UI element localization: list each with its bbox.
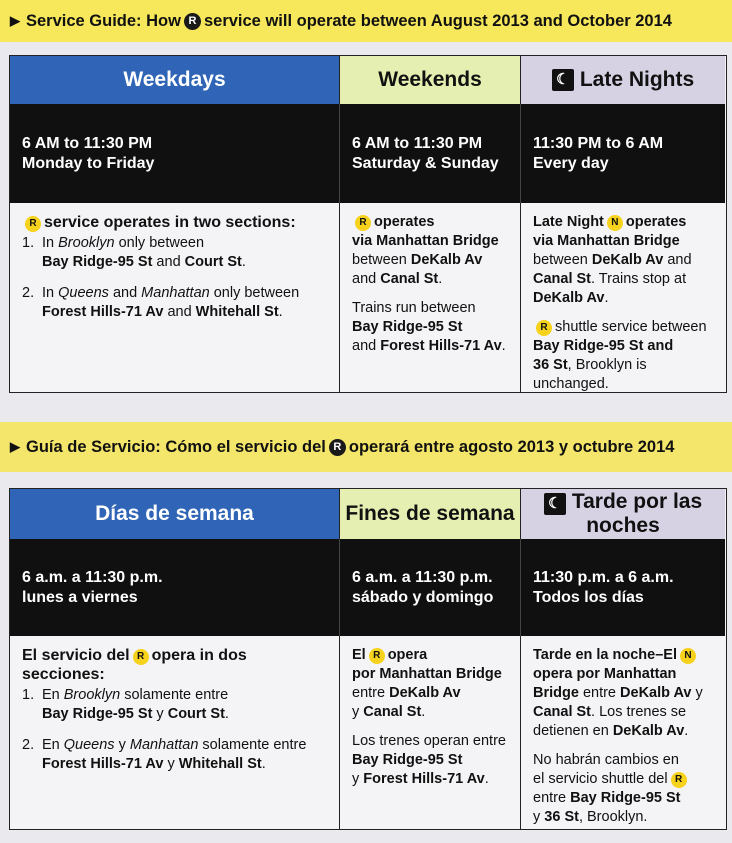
route-r-bullet-icon: R <box>329 439 346 456</box>
tarde-header: ☾ Tarde por las noches <box>521 489 725 539</box>
late-nights-time <box>521 104 725 203</box>
route-r-bullet-icon: R <box>355 215 371 231</box>
weekends-trains-text: Trains run between Bay Ridge-95 St and Forest Hills-71 Av. <box>352 300 506 354</box>
banner-es-text-post: operará entre agosto 2013 y octubre 2014 <box>348 437 675 456</box>
banner-es-text-pre: Guía de Servicio: Cómo el servicio del <box>26 437 326 456</box>
weekends-trains-text: Los trenes operan entre Bay Ridge-95 St y Forest Hills-71 Av. <box>352 733 506 787</box>
header-row <box>10 56 726 104</box>
guia-de-servicio-banner <box>0 422 732 472</box>
late-route-text: Tarde en la noche–El N opera por Manhattan Bridge entre DeKalb Av y Canal St. Los trenes se detienen en DeKalb Av. <box>533 647 703 739</box>
late-route-text: Late Night N operates via Manhattan Bridge between DeKalb Av and Canal St. Trains stop at DeKalb Av. <box>533 214 692 306</box>
route-r-bullet-icon: R <box>184 13 201 30</box>
weekends-route-text: El R opera por Manhattan Bridge entre DeKalb Av y Canal St. <box>352 647 502 720</box>
weekdays-hours: 6 AM to 11:30 PM <box>22 134 153 152</box>
weekends-header: Weekends <box>340 56 521 104</box>
weekdays-header: Weekdays <box>10 56 340 104</box>
route-r-bullet-icon: R <box>671 772 687 788</box>
section-item-1: 1. In Brooklyn only between Bay Ridge-95 St and Court St. <box>22 235 246 270</box>
weekends-time: 6 a.m. a 11:30 p.m. sábado y domingo <box>340 539 521 636</box>
section-item-1: 1. En Brooklyn solamente entre Bay Ridge-95 St y Court St. <box>22 687 229 722</box>
late-nights-description <box>521 636 725 829</box>
section-item-2: 2. En Queens y Manhattan solamente entre Forest Hills-71 Av y Whitehall St. <box>22 737 307 772</box>
play-arrow-icon: ▶ <box>10 439 20 454</box>
weekdays-time: 6 a.m. a 11:30 p.m. lunes a viernes <box>10 539 340 636</box>
play-arrow-icon: ▶ <box>10 13 20 28</box>
weekends-time <box>340 104 521 203</box>
dias-de-semana-header: Días de semana <box>10 489 340 539</box>
time-row <box>10 539 726 636</box>
late-nights-description <box>521 203 725 392</box>
weekends-days: Saturday & Sunday <box>352 154 499 172</box>
route-n-bullet-icon: N <box>607 215 623 231</box>
route-n-bullet-icon: N <box>680 648 696 664</box>
weekdays-description <box>10 203 340 392</box>
service-guide-banner <box>0 0 732 42</box>
section-item-2: 2. In Queens and Manhattan only between Forest Hills-71 Av and Whitehall St. <box>22 285 300 320</box>
weekdays-days: Monday to Friday <box>22 154 155 172</box>
late-nights-label: Late Nights <box>579 68 695 91</box>
route-r-bullet-icon: R <box>369 648 385 664</box>
route-r-bullet-icon: R <box>25 216 41 232</box>
weekdays-lead: El servicio del R opera in dos secciones: <box>22 647 247 683</box>
english-service-table <box>9 55 727 393</box>
late-days: Every day <box>533 154 609 172</box>
route-r-bullet-icon: R <box>536 320 552 336</box>
weekends-route-text: R operates via Manhattan Bridge between DeKalb Av and Canal St. <box>352 214 499 287</box>
weekdays-description <box>10 636 340 829</box>
weekdays-lead: R service operates in two sections: <box>22 213 329 232</box>
moon-icon: ☾ <box>552 69 574 91</box>
late-shuttle-text: R shuttle service between Bay Ridge-95 St and 36 St, Brooklyn is unchanged. <box>533 319 707 392</box>
late-nights-time: 11:30 p.m. a 6 a.m. Todos los días <box>521 539 725 636</box>
header-row <box>10 489 726 539</box>
fines-de-semana-header: Fines de semana <box>340 489 521 539</box>
weekends-description <box>340 203 521 392</box>
description-row <box>10 203 726 392</box>
late-hours: 11:30 PM to 6 AM <box>533 134 664 152</box>
spanish-service-table <box>9 488 727 830</box>
route-r-bullet-icon: R <box>133 649 149 665</box>
weekends-hours: 6 AM to 11:30 PM <box>352 134 483 152</box>
banner-text-post: service will operate between August 2013 and October 2014 <box>203 11 672 30</box>
time-row <box>10 104 726 203</box>
banner-text-pre: Service Guide: How <box>26 11 181 30</box>
late-nights-header <box>521 56 725 104</box>
weekdays-time <box>10 104 340 203</box>
moon-icon: ☾ <box>544 493 566 515</box>
weekends-description <box>340 636 521 829</box>
description-row <box>10 636 726 829</box>
late-shuttle-text: No habrán cambios en el servicio shuttle del R entre Bay Ridge-95 St y 36 St, Brooklyn. <box>533 751 715 827</box>
